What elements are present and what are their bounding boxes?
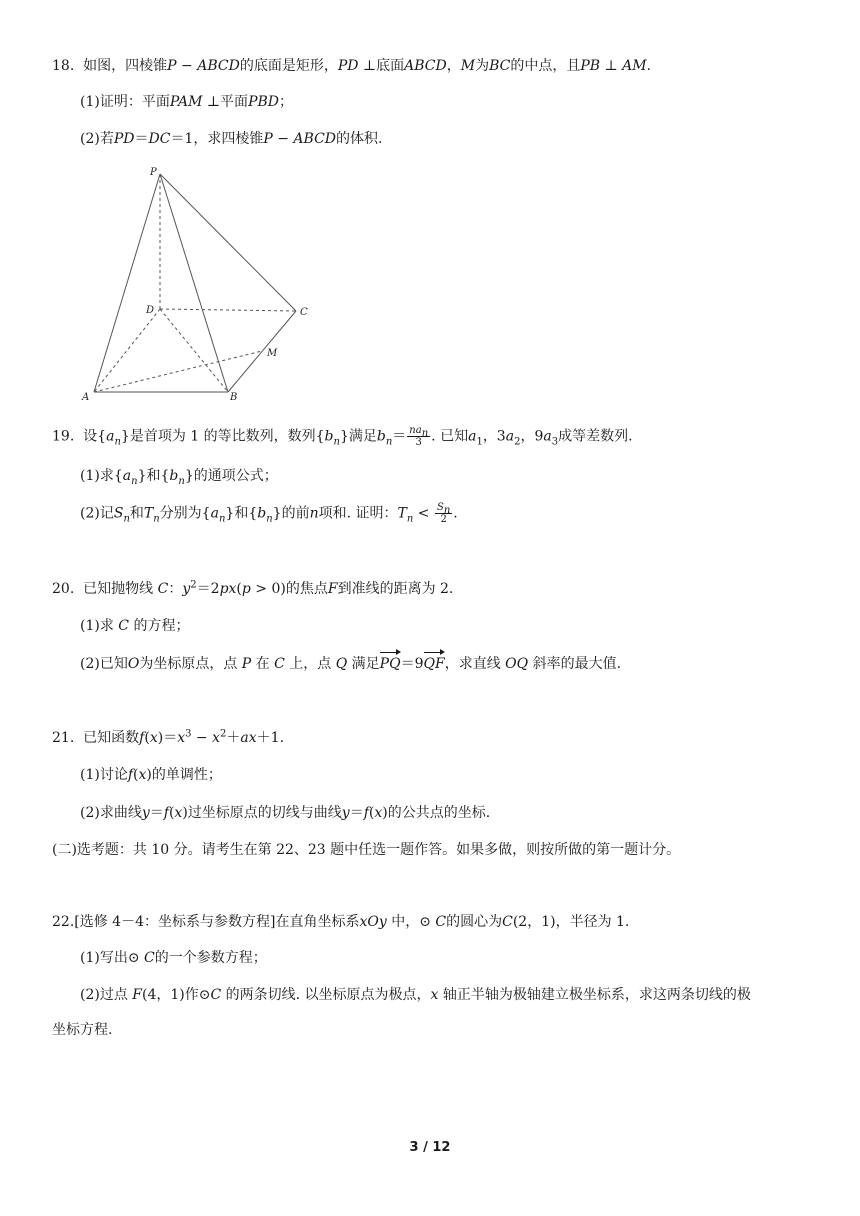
elective-note: (二)选考题：共 10 分。请考生在第 22、23 题中任选一题作答。如果多做，则按所做的第一题计分。 [52,842,681,858]
q19-part1: (1)求$\{a_n\}$和$\{b_n\}$的通项公式； [80,468,278,487]
q21-part2: (2)求曲线y＝f(x)过坐标原点的切线与曲线y＝f(x)的公共点的坐标. [80,805,491,821]
q19-part2: (2)记$S_n$和$T_n$分别为$\{a_n\}$和$\{b_n\}$的前n项和. 证明：$T_n$ < $\frac{S_n}{2}$ . [80,502,458,525]
q20-stem: 20. 已知抛物线 C：$y^2=2px(p > 0)$的焦点F到准线的距离为 2. [52,579,454,597]
edge-BC [228,311,296,392]
page-number: 3 / 12 [409,1140,451,1155]
edge-AM [94,351,262,392]
pyramid-figure [80,162,320,406]
edge-DC [160,309,296,311]
q18-stem: 18. 如图，四棱锥P − ABCD的底面是矩形，PD ⊥底面ABCD，M为BC的中点，且PB ⊥ AM. [52,58,652,74]
q19-stem: 19. 设$\{a_n\}$是首项为 1 的等比数列，数列$\{b_n\}$满足$b_n=$ $\frac{na_n}{3}$ . 已知$a_1$，$3a_2$，$9a_3$成等差数列. [52,425,633,448]
q22-part1: (1)写出⊙ C的一个参数方程； [80,950,267,966]
edge-DB [160,309,228,392]
label-P: P [150,167,157,178]
q18-part1: (1)证明：平面PAM ⊥平面PBD； [80,94,293,110]
q22-part2-line2: 坐标方程. [52,1022,113,1038]
label-C: C [300,307,308,318]
edge-PB [160,174,228,392]
label-D: D [146,305,155,316]
q20-part2: (2)已知O为坐标原点，点 P 在 C 上，点 Q 满足PQ＝9QF，求直线 OQ 斜率的最大值. [80,656,622,672]
label-A: A [82,392,90,403]
q21-stem: 21. 已知函数$f(x)=x^3 - x^2+ax+1$. [52,728,285,746]
q18-part2: (2)若PD＝DC＝1，求四棱锥P − ABCD的体积. [80,131,383,147]
edge-PA [94,174,160,392]
label-B: B [230,392,238,403]
q21-part1: (1)讨论f(x)的单调性； [80,767,222,783]
q22-stem: 22.[选修 4－4：坐标系与参数方程]在直角坐标系xOy 中，⊙ C的圆心为C(2，1)，半径为 1. [52,914,630,930]
edge-PC [160,174,296,311]
edge-DA [94,309,160,392]
label-M: M [267,348,278,359]
q20-part1: (1)求 C 的方程； [80,618,190,634]
q22-part2-line1: (2)过点 F(4，1)作⊙C 的两条切线. 以坐标原点为极点，x 轴正半轴为极轴建立极坐标系，求这两条切线的极 [80,987,751,1003]
